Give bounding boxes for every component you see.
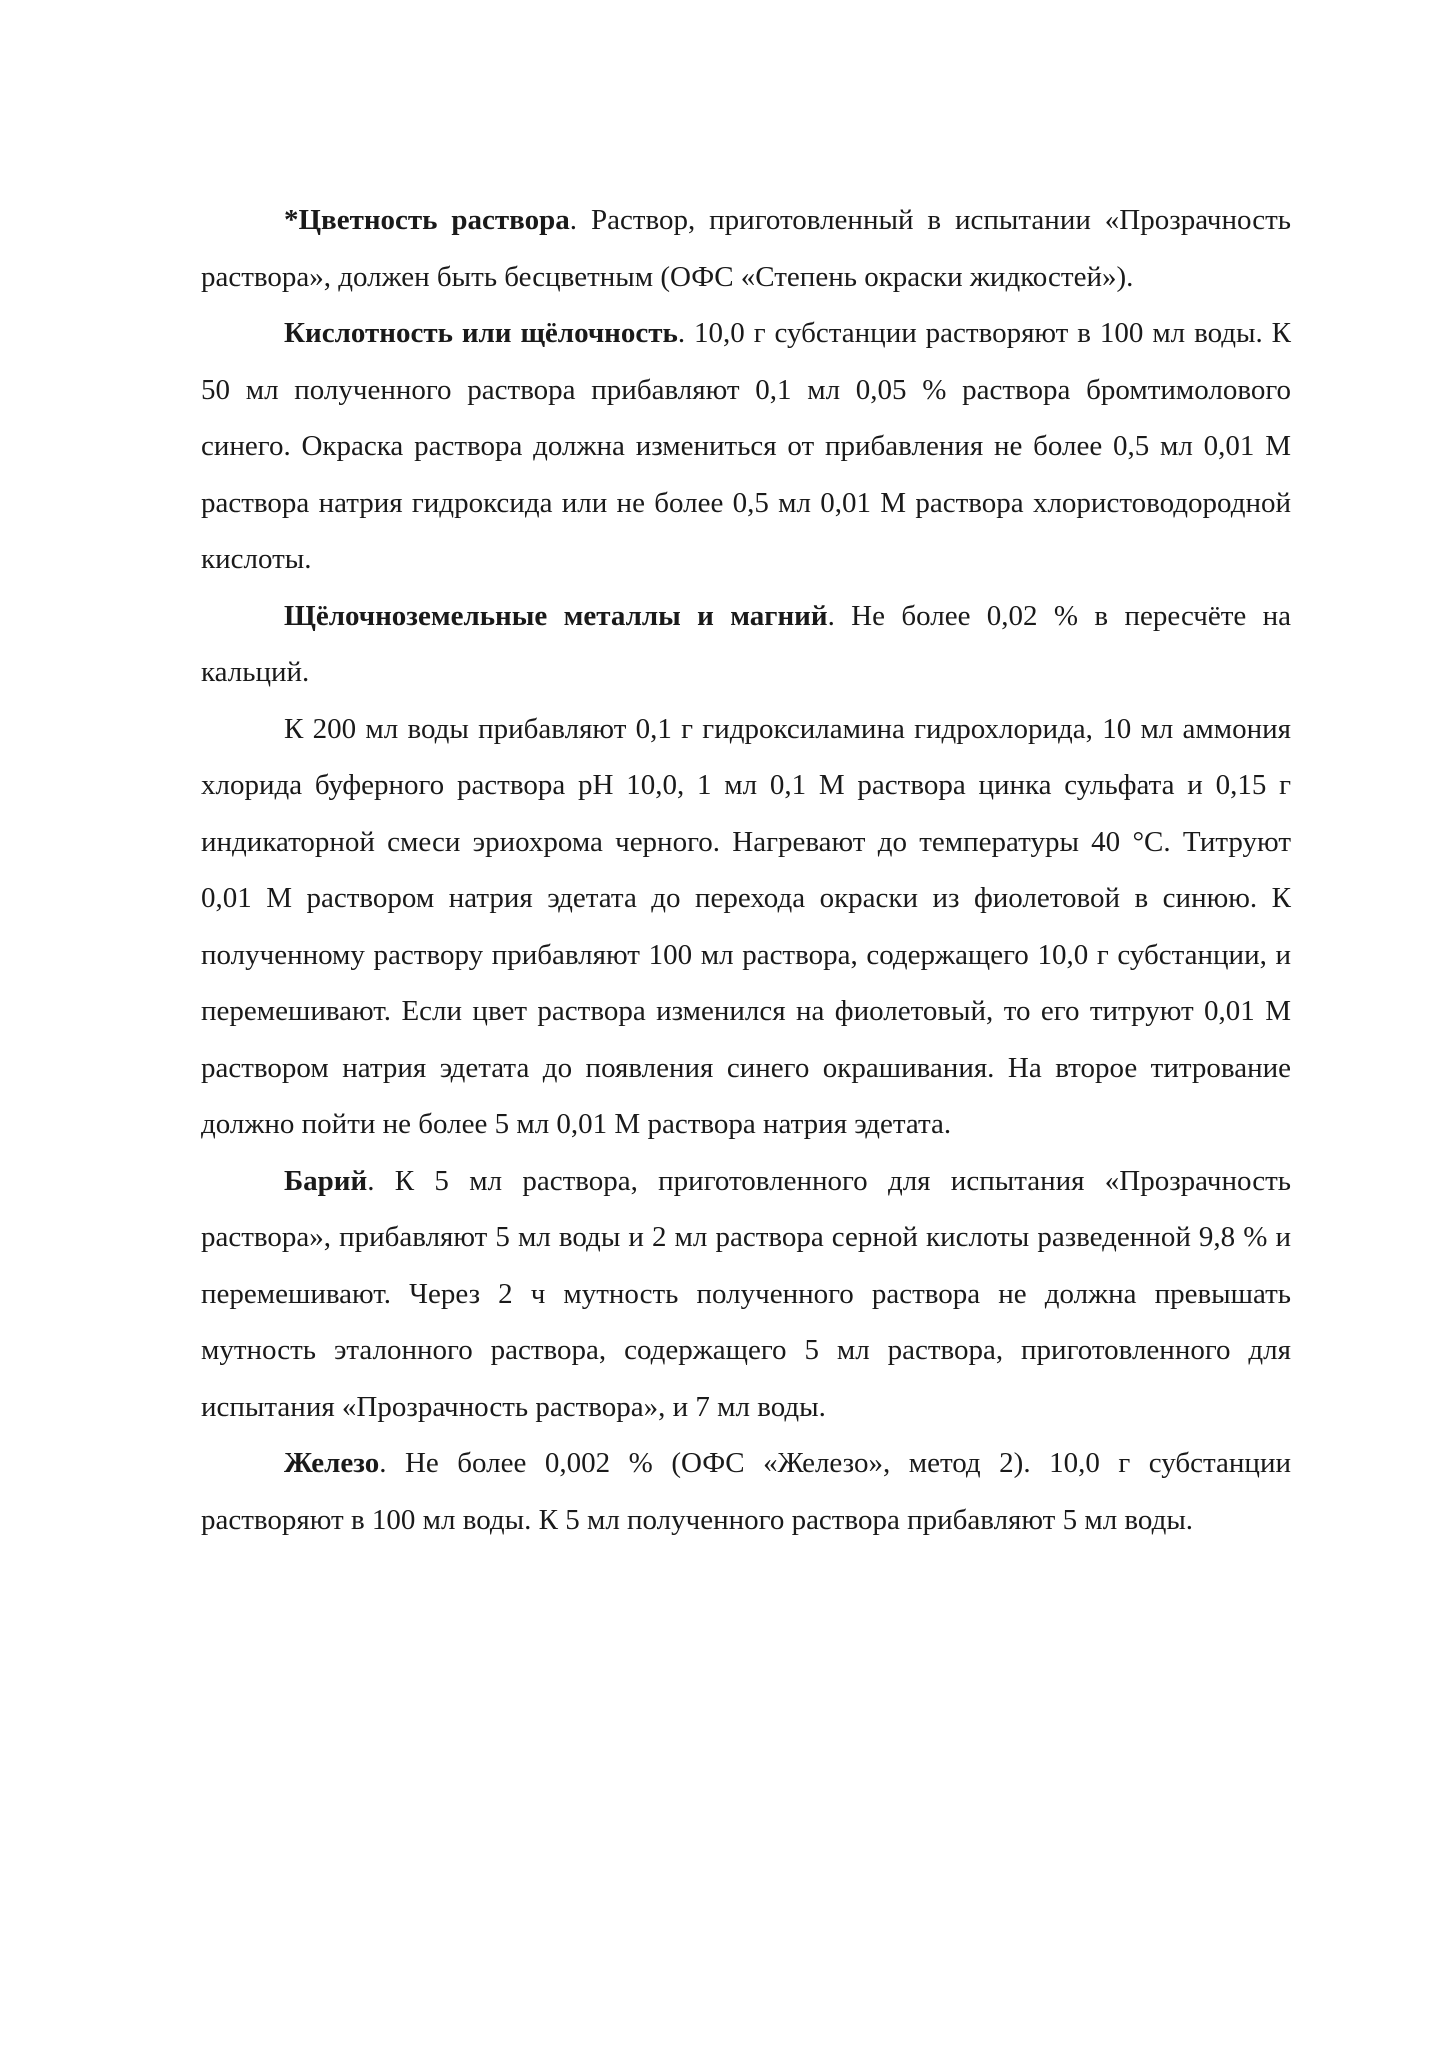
paragraph-acidity <box>201 305 1291 588</box>
paragraph-text: . Не более 0,02 % в пересчёте на кальций. <box>201 599 1291 688</box>
paragraph-text: К 200 мл воды прибавляют 0,1 г гидроксиламина гидрохлорида, 10 мл аммония хлорида буферного раствора pH 10,0, 1 мл 0,1 М раствора цинка сульфата и 0,15 г индикаторной смеси эриохрома черного. Нагревают до температуры 40 °C. Титруют 0,01 М раствором натрия эдетата до перехода окраски из фиолетовой в синюю. К полученному раствору прибавляют 100 мл раствора, содержащего 10,0 г субстанции, и перемешивают. Если цвет раствора изменился на фиолетовый, то его титруют 0,01 М раствором натрия эдетата до появления синего окрашивания. На второе титрование должно пойти не более 5 мл 0,01 М раствора натрия эдетата. <box>201 712 1291 1140</box>
section-heading-color: *Цветность раствора <box>284 204 570 236</box>
paragraph-text: . Раствор, приготовленный в испытании «Прозрачность раствора», должен быть бесцветным (ОФС «Степень окраски жидкостей»). <box>201 204 1291 293</box>
section-heading-alkaline-earth: Щёлочноземельные металлы и магний <box>284 599 828 632</box>
section-heading-iron: Железо <box>284 1447 380 1479</box>
paragraph-titration <box>201 701 1291 1153</box>
paragraph-text: . 10,0 г субстанции растворяют в 100 мл воды. К 50 мл полученного раствора прибавляют 0,1 мл 0,05 % раствора бромтимолового синего. Окраска раствора должна измениться от прибавления не более 0,5 мл 0,01 М раствора натрия гидроксида или не более 0,5 мл 0,01 М раствора хлористоводородной кислоты. <box>201 317 1291 575</box>
paragraph-barium <box>201 1153 1291 1436</box>
paragraph-text: . Не более 0,002 % (ОФС «Железо», метод 2). 10,0 г субстанции растворяют в 100 мл воды. К 5 мл полученного раствора прибавляют 5 мл воды. <box>201 1447 1291 1536</box>
paragraph-iron <box>201 1435 1291 1548</box>
paragraph-text: . К 5 мл раствора, приготовленного для испытания «Прозрачность раствора», прибавляют 5 мл воды и 2 мл раствора серной кислоты разведенной 9,8 % и перемешивают. Через 2 ч мутность полученного раствора не должна превышать мутность эталонного раствора, содержащего 5 мл раствора, приготовленного для испытания «Прозрачность раствора», и 7 мл воды. <box>201 1164 1291 1423</box>
section-heading-barium: Барий <box>284 1164 368 1197</box>
section-heading-acidity: Кислотность или щёлочность <box>284 317 678 349</box>
document-page <box>201 192 1291 1548</box>
paragraph-alkaline-earth <box>201 588 1291 701</box>
paragraph-color <box>201 192 1291 305</box>
